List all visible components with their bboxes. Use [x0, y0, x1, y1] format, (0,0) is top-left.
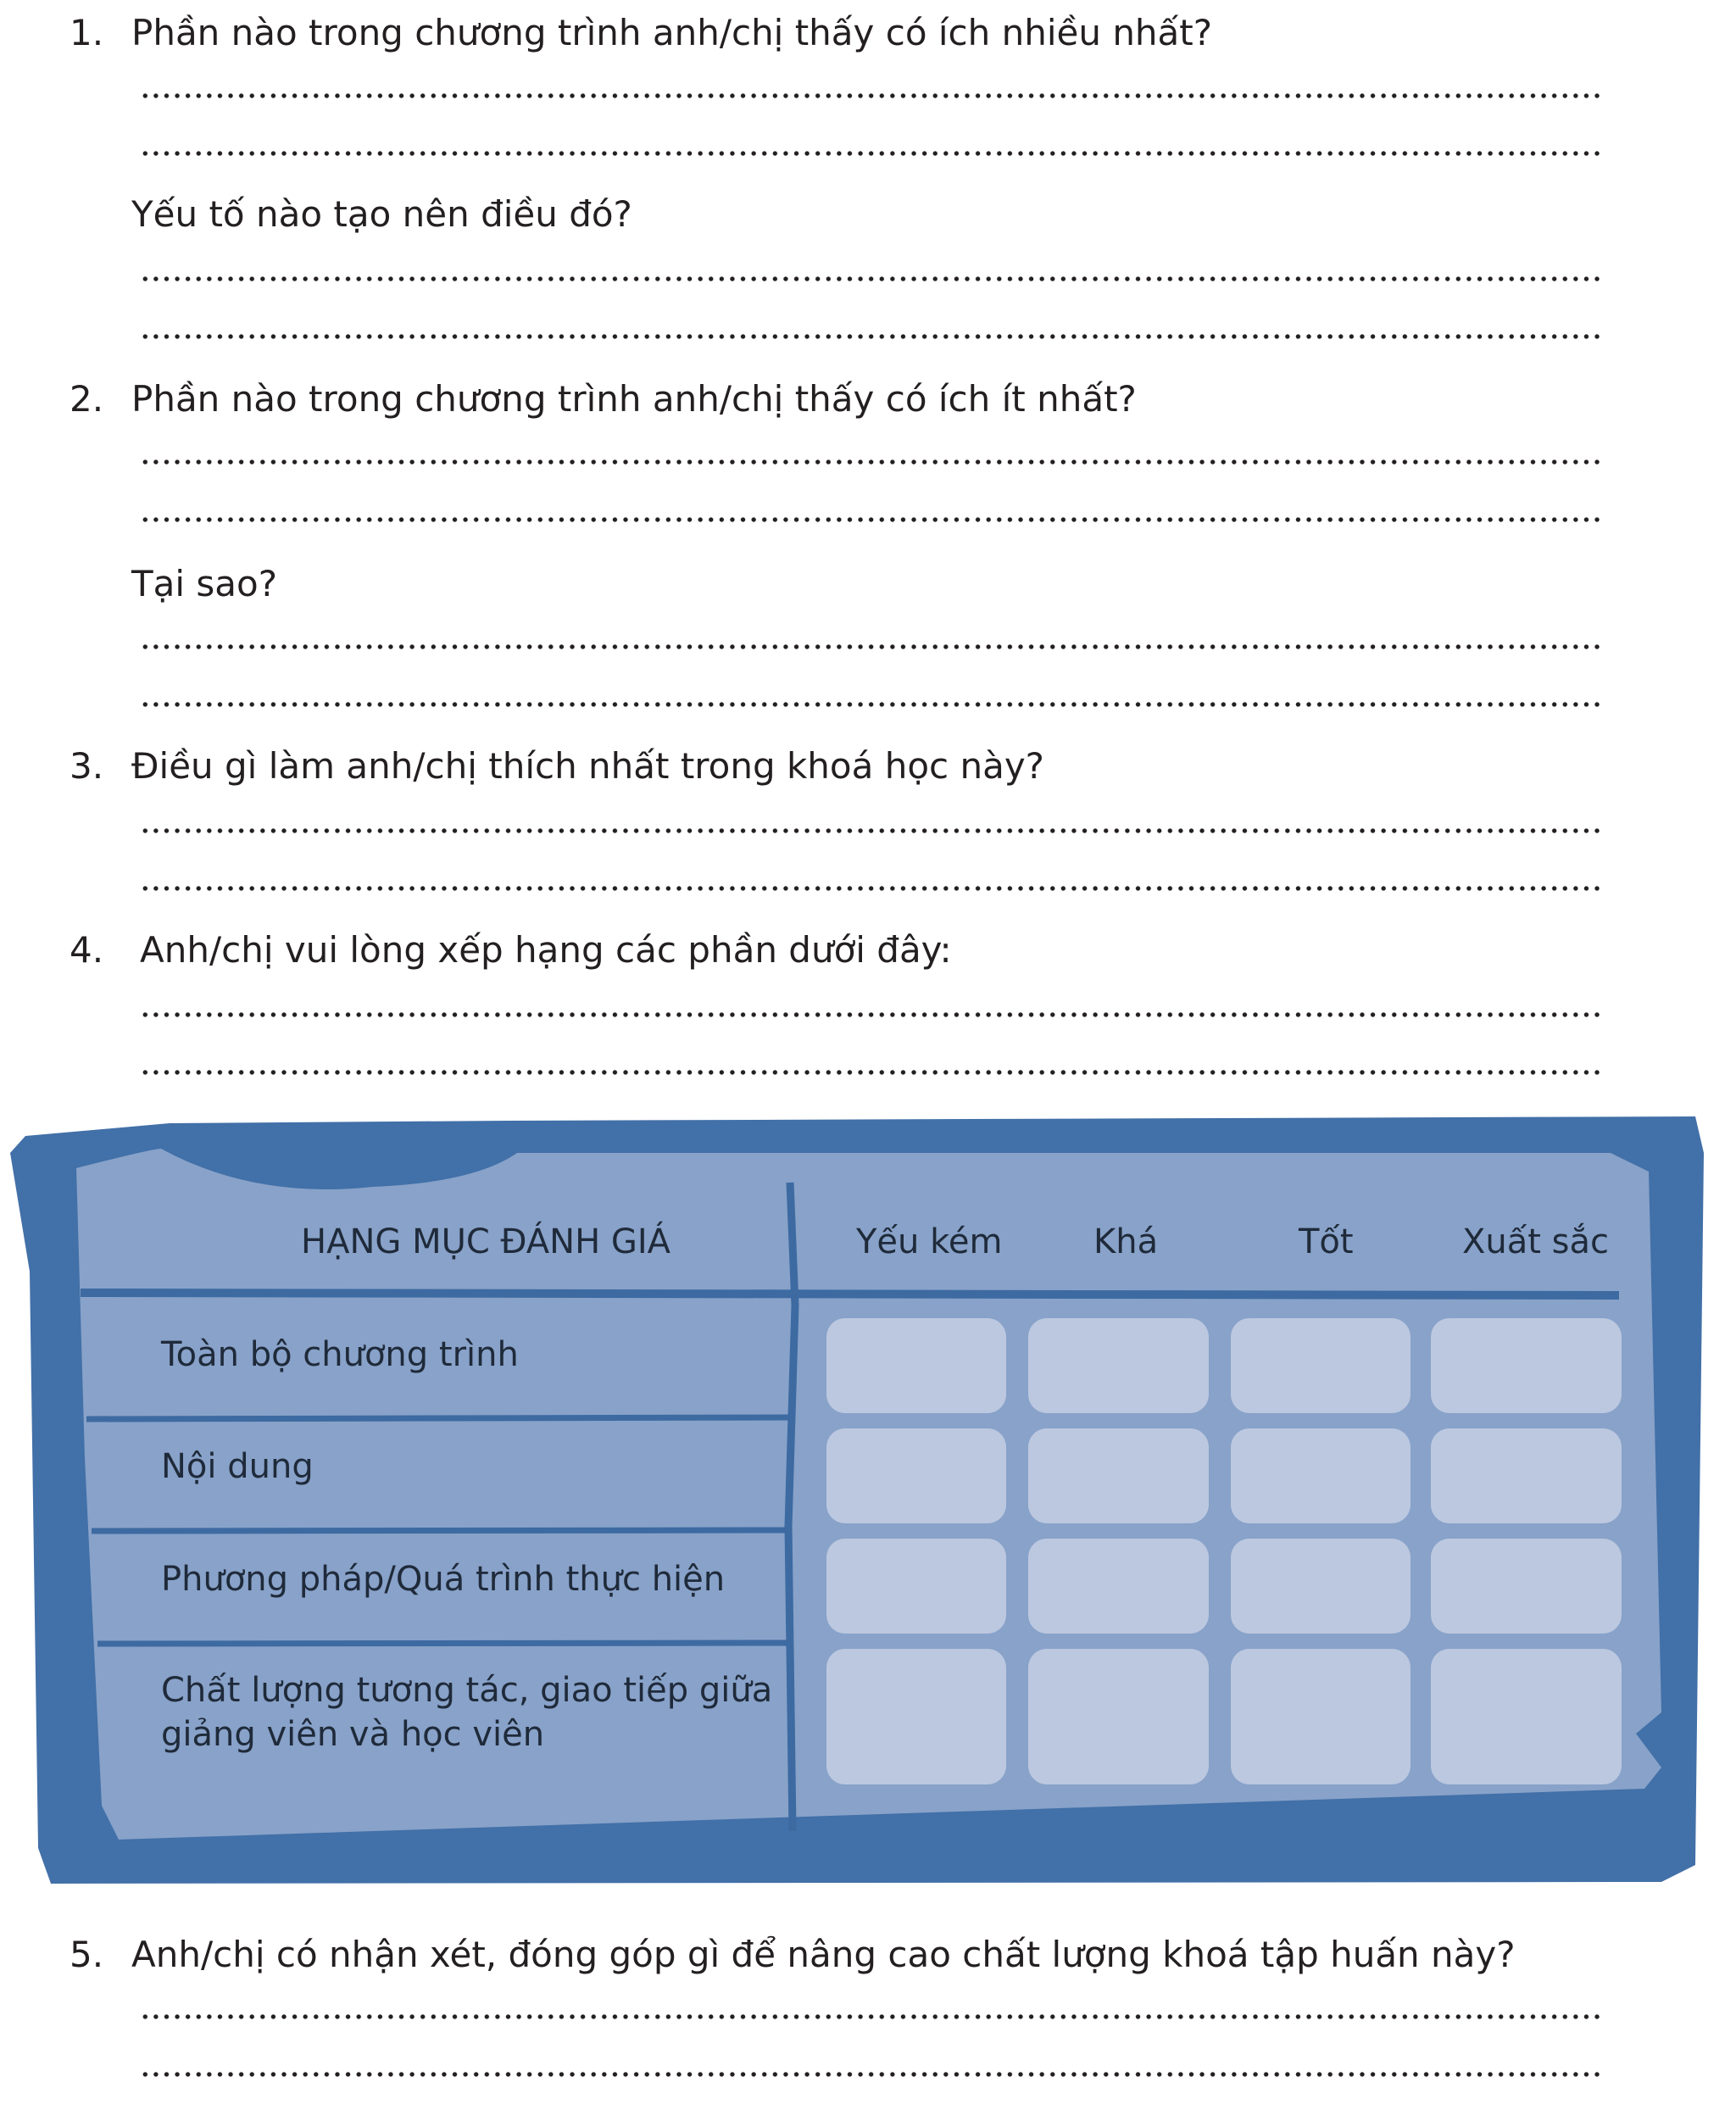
question-1-number: 1.	[70, 12, 104, 53]
rating-cell-r2-c2[interactable]	[1028, 1428, 1209, 1523]
rating-cell-r2-c1[interactable]	[826, 1428, 1006, 1523]
question-1-text: Phần nào trong chương trình anh/chị thấy có ích nhiều nhất?	[131, 12, 1213, 53]
question-5-text: Anh/chị có nhận xét, đóng góp gì để nâng cao chất lượng khoá tập huấn này?	[131, 1934, 1516, 1975]
answer-line[interactable]	[140, 458, 1602, 466]
row-divider	[97, 1643, 790, 1644]
header-divider	[81, 1293, 1619, 1295]
column-header-poor: Yếu kém	[856, 1222, 1003, 1261]
answer-line[interactable]	[140, 92, 1602, 100]
answer-line[interactable]	[140, 2012, 1602, 2021]
rating-cell-r3-c4[interactable]	[1431, 1539, 1622, 1634]
rating-cell-r4-c2[interactable]	[1028, 1649, 1209, 1784]
answer-line[interactable]	[140, 827, 1602, 835]
rating-cell-r1-c1[interactable]	[826, 1318, 1006, 1413]
question-3-text: Điều gì làm anh/chị thích nhất trong khoá học này?	[131, 745, 1044, 787]
answer-line[interactable]	[140, 275, 1602, 283]
answer-line[interactable]	[140, 1010, 1602, 1019]
row-label-methodology: Phương pháp/Quá trình thực hiện	[161, 1560, 726, 1599]
rating-cell-r4-c3[interactable]	[1231, 1649, 1410, 1784]
answer-line[interactable]	[140, 2070, 1602, 2079]
answer-line[interactable]	[140, 643, 1602, 651]
rating-cell-r1-c2[interactable]	[1028, 1318, 1209, 1413]
rating-cell-r3-c2[interactable]	[1028, 1539, 1209, 1634]
row-divider	[92, 1530, 788, 1531]
rating-cell-r1-c4[interactable]	[1431, 1318, 1622, 1413]
rating-cell-r4-c1[interactable]	[826, 1649, 1006, 1784]
column-header-good: Tốt	[1299, 1222, 1354, 1261]
column-header-fair: Khá	[1093, 1222, 1159, 1261]
question-1-follow-up: Yếu tố nào tạo nên điều đó?	[131, 193, 632, 235]
answer-line[interactable]	[140, 700, 1602, 709]
answer-line[interactable]	[140, 332, 1602, 341]
rating-cell-r2-c4[interactable]	[1431, 1428, 1622, 1523]
question-3-number: 3.	[70, 745, 104, 787]
rating-cell-r1-c3[interactable]	[1231, 1318, 1410, 1413]
question-4-text: Anh/chị vui lòng xếp hạng các phần dưới đây:	[140, 929, 952, 971]
answer-line[interactable]	[140, 884, 1602, 893]
answer-line[interactable]	[140, 1068, 1602, 1077]
rating-cell-r2-c3[interactable]	[1231, 1428, 1410, 1523]
answer-line[interactable]	[140, 515, 1602, 524]
answer-line[interactable]	[140, 149, 1602, 158]
rating-cell-r3-c1[interactable]	[826, 1539, 1006, 1634]
column-header-excellent: Xuất sắc	[1462, 1222, 1610, 1261]
question-2-number: 2.	[70, 378, 104, 420]
question-2-follow-up: Tại sao?	[131, 563, 278, 604]
row-label-interaction-quality: Chất lượng tương tác, giao tiếp giữa giảng viên và học viên	[161, 1671, 773, 1754]
question-2-text: Phần nào trong chương trình anh/chị thấy có ích ít nhất?	[131, 378, 1137, 420]
question-4-number: 4.	[70, 929, 104, 971]
rating-table-frame	[0, 1102, 1736, 1890]
rating-cell-r3-c3[interactable]	[1231, 1539, 1410, 1634]
category-header: HẠNG MỤC ĐÁNH GIÁ	[301, 1222, 671, 1261]
row-divider	[86, 1417, 788, 1419]
rating-cell-r4-c4[interactable]	[1431, 1649, 1622, 1784]
row-label-content: Nội dung	[161, 1447, 314, 1486]
question-5-number: 5.	[70, 1934, 104, 1975]
row-label-overall-program: Toàn bộ chương trình	[161, 1335, 519, 1374]
rating-table	[0, 1102, 1736, 1890]
